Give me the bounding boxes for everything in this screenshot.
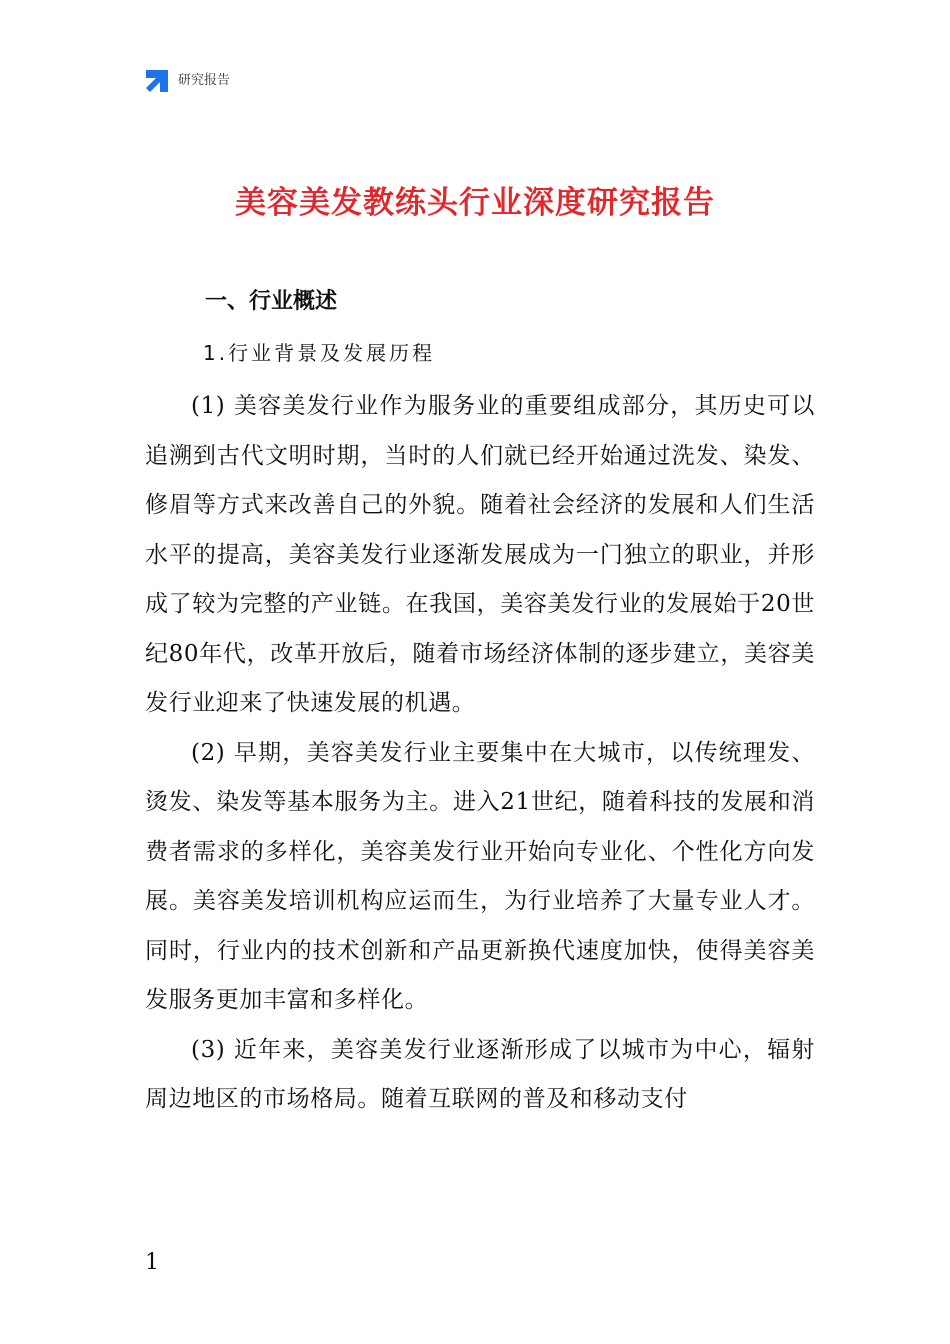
page-header — [144, 68, 230, 94]
paragraph: (1) 美容美发行业作为服务业的重要组成部分，其历史可以追溯到古代文明时期，当时的人们就已经开始通过洗发、染发、修眉等方式来改善自己的外貌。随着社会经济的发展和人们生活水平的提高，美容美发行业逐渐发展成为一门独立的职业，并形成了较为完整的产业链。在我国，美容美发行业的发展始于20世纪80年代，改革开放后，随着市场经济体制的逐步建立，美容美发行业迎来了快速发展的机遇。 — [145, 393, 815, 716]
page-number: 1 — [145, 1250, 159, 1275]
header-label: 研究报告 — [178, 73, 231, 88]
paragraph: (3) 近年来，美容美发行业逐渐形成了以城市为中心，辐射周边地区的市场格局。随着互联网的普及和移动支付 — [145, 1036, 815, 1112]
body-text — [145, 382, 815, 1125]
paragraph: (2) 早期，美容美发行业主要集中在大城市，以传统理发、烫发、染发等基本服务为主。进入21世纪，随着科技的发展和消费者需求的多样化，美容美发行业开始向专业化、个性化方向发展。美容美发培训机构应运而生，为行业培养了大量专业人才。同时，行业内的技术创新和产品更新换代速度加快，使得美容美发服务更加丰富和多样化。 — [145, 739, 815, 1013]
arrow-up-right-logo-icon — [144, 68, 170, 94]
subsection-heading: 1.行业背景及发展历程 — [203, 341, 436, 365]
section-heading: 一、行业概述 — [205, 289, 338, 314]
document-title: 美容美发教练头行业深度研究报告 — [235, 185, 715, 221]
